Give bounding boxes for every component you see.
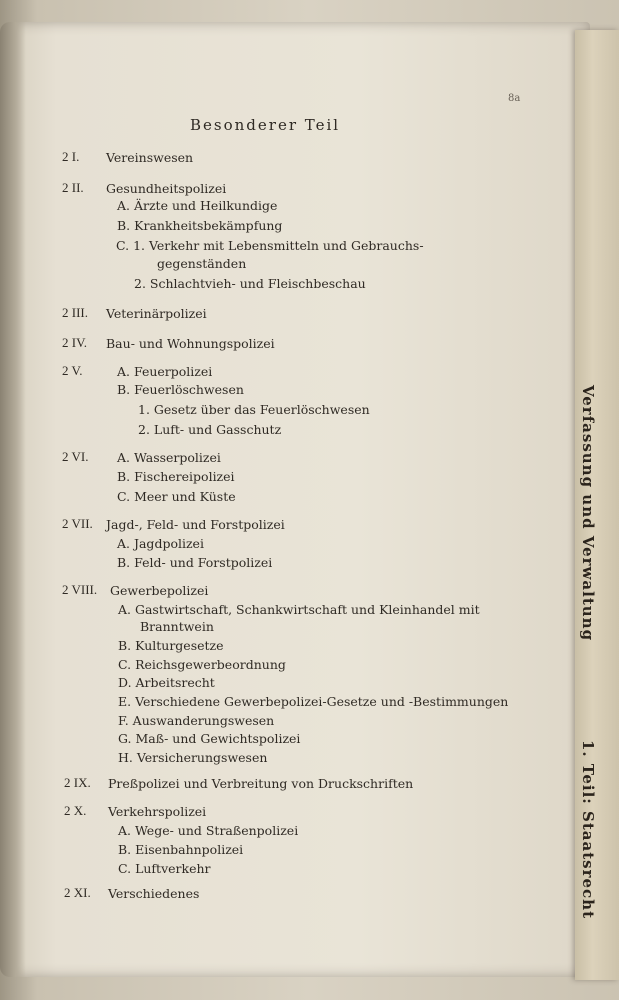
toc-section-title: Preßpolizei und Verbreitung von Druckschriften (108, 776, 414, 791)
toc-section-number: 2 III. (62, 305, 88, 320)
toc-section-title: Verkehrspolizei (108, 804, 207, 819)
toc-section-number: 2 I. (62, 149, 80, 164)
toc-subentry: G. Maß- und Gewichtspolizei (118, 731, 301, 746)
toc-subentry: gegenständen (157, 256, 247, 271)
toc-section-title: Veterinärpolizei (106, 306, 207, 321)
toc-section-number: 2 V. (62, 363, 83, 378)
toc-section-title: A. Feuerpolizei (117, 364, 213, 379)
toc-subentry: A. Ärzte und Heilkundige (117, 198, 278, 213)
toc-subentry: B. Kulturgesetze (118, 638, 224, 653)
toc-section-title: Vereinswesen (106, 150, 194, 165)
toc-subentry: C. Reichsgewerbeordnung (118, 657, 286, 672)
toc-section-number: 2 VIII. (62, 582, 98, 597)
side-tab-lower-label: 1. Teil: Staatsrecht (579, 740, 597, 920)
book-gutter (0, 22, 26, 977)
toc-section-number: 2 X. (64, 803, 87, 818)
toc-subentry: B. Feuerlöschwesen (117, 382, 244, 397)
toc-subentry: C. Meer und Küste (117, 489, 236, 504)
toc-subentry: Branntwein (140, 619, 214, 634)
book-page (10, 22, 590, 977)
toc-subentry: A. Jagdpolizei (117, 536, 204, 551)
toc-subentry: D. Arbeitsrecht (118, 675, 215, 690)
toc-subentry: E. Verschiedene Gewerbepolizei-Gesetze und -Bestimmungen (118, 694, 509, 709)
toc-subentry: C. Luftverkehr (118, 861, 211, 876)
toc-section-title: Verschiedenes (108, 886, 200, 901)
page-title: Besonderer Teil (190, 116, 341, 134)
side-tab-upper-label: Verfassung und Verwaltung (579, 385, 597, 642)
toc-section-number: 2 XI. (64, 885, 91, 900)
toc-subentry: A. Gastwirtschaft, Schankwirtschaft und Kleinhandel mit (118, 602, 480, 617)
toc-subentry: H. Versicherungswesen (118, 750, 268, 765)
toc-section-title: Gewerbepolizei (110, 583, 209, 598)
toc-subentry: B. Fischereipolizei (117, 469, 235, 484)
toc-subentry: C. 1. Verkehr mit Lebensmitteln und Gebrauchs- (116, 238, 424, 253)
toc-subentry: 1. Gesetz über das Feuerlöschwesen (138, 402, 370, 417)
toc-subentry: 2. Schlachtvieh- und Fleischbeschau (134, 276, 366, 291)
toc-section-title: Bau- und Wohnungspolizei (106, 336, 275, 351)
toc-section-title: A. Wasserpolizei (117, 450, 221, 465)
page-number: 8a (508, 93, 521, 104)
toc-section-title: Gesundheitspolizei (106, 181, 227, 196)
toc-section-number: 2 VII. (62, 516, 93, 531)
toc-section-title: Jagd-, Feld- und Forstpolizei (106, 517, 285, 532)
toc-subentry: B. Eisenbahnpolizei (118, 842, 244, 857)
toc-section-number: 2 IX. (64, 775, 91, 790)
toc-section-number: 2 II. (62, 180, 84, 195)
toc-subentry: A. Wege- und Straßenpolizei (118, 823, 299, 838)
toc-subentry: F. Auswanderungswesen (118, 713, 275, 728)
toc-subentry: B. Krankheitsbekämpfung (117, 218, 283, 233)
toc-section-number: 2 VI. (62, 449, 89, 464)
toc-subentry: B. Feld- und Forstpolizei (117, 555, 273, 570)
toc-section-number: 2 IV. (62, 335, 88, 350)
toc-subentry: 2. Luft- und Gasschutz (138, 422, 282, 437)
